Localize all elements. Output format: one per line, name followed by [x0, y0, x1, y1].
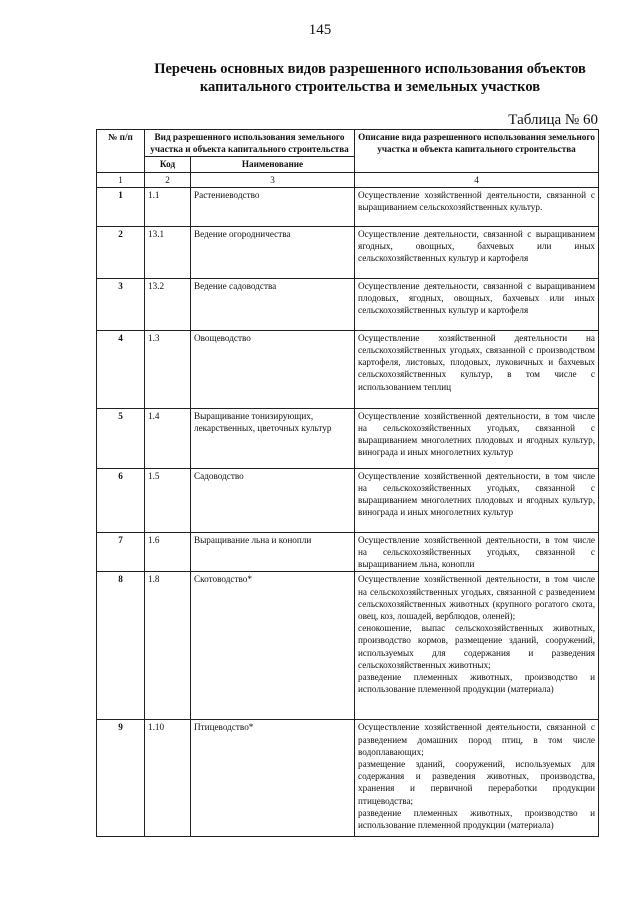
row-number: 6	[97, 468, 145, 532]
description-paragraph: Осуществление хозяйственной деятельности на сельскохозяйственных угодьях, связанной с производством картофеля, листовых, плодовых, луковичных и бахчевых сельскохозяйственных культур, в том числе с использованием теплиц	[358, 332, 596, 392]
table-row	[97, 278, 599, 330]
row-name: Выращивание льна и конопли	[191, 532, 355, 572]
row-description	[355, 572, 599, 720]
row-code: 1.3	[145, 330, 191, 408]
document-title	[130, 60, 610, 96]
row-code: 13.1	[145, 226, 191, 278]
row-code: 1.5	[145, 468, 191, 532]
row-code: 1.10	[145, 720, 191, 837]
header-code: Код	[145, 157, 191, 172]
header-name: Наименование	[191, 157, 355, 172]
col-number-2: 2	[145, 172, 191, 187]
row-code: 13.2	[145, 278, 191, 330]
col-number-3: 3	[191, 172, 355, 187]
row-description	[355, 330, 599, 408]
row-number: 3	[97, 278, 145, 330]
description-paragraph: сенокошение, выпас сельскохозяйственных животных, производство кормов, размещение зданий, сооружений, используемых для содержания и разведения сельскохозяйственных животных;	[358, 623, 596, 670]
row-name: Садоводство	[191, 468, 355, 532]
description-paragraph: Осуществление хозяйственной деятельности, в том числе на сельскохозяйственных угодьях, связанной с выращиванием многолетних плодовых и ягодных культур, винограда и иных многолетних культур	[358, 410, 596, 458]
row-code: 1.6	[145, 532, 191, 572]
table-row	[97, 532, 599, 572]
table-row	[97, 226, 599, 278]
row-description	[355, 468, 599, 532]
description-paragraph: Осуществление хозяйственной деятельности, связанной с выращиванием сельскохозяйственных культур.	[358, 189, 596, 213]
header-kind: Вид разрешенного использования земельного участка и объекта капитального строительства	[145, 130, 355, 157]
description-paragraph: Осуществление деятельности, связанной с выращиванием плодовых, ягодных, овощных, бахчевых или иных сельскохозяйственных культур и картофеля	[358, 280, 596, 316]
row-name: Растениеводство	[191, 187, 355, 226]
header-row	[97, 130, 599, 157]
col-number-4: 4	[355, 172, 599, 187]
row-name: Выращивание тонизирующих, лекарственных, цветочных культур	[191, 408, 355, 468]
header-num: № п/п	[97, 130, 145, 173]
table-row	[97, 408, 599, 468]
row-number: 2	[97, 226, 145, 278]
row-number: 4	[97, 330, 145, 408]
description-paragraph: Осуществление деятельности, связанной с выращиванием ягодных, овощных, бахчевых или иных сельскохозяйственных культур и картофеля	[358, 228, 596, 264]
row-description	[355, 532, 599, 572]
row-code: 1.8	[145, 572, 191, 720]
row-number: 1	[97, 187, 145, 226]
row-number: 5	[97, 408, 145, 468]
row-description	[355, 187, 599, 226]
row-number: 7	[97, 532, 145, 572]
row-name: Овощеводство	[191, 330, 355, 408]
row-name: Ведение огородничества	[191, 226, 355, 278]
row-number: 8	[97, 572, 145, 720]
row-code: 1.4	[145, 408, 191, 468]
column-number-row	[97, 172, 599, 187]
col-number-1: 1	[97, 172, 145, 187]
row-name: Скотоводство*	[191, 572, 355, 720]
title-line-2: капитального строительства и земельных участков	[199, 79, 541, 95]
table-row	[97, 187, 599, 226]
description-paragraph: Осуществление хозяйственной деятельности, связанной с разведением домашних пород птиц, в том числе водоплавающих;	[358, 722, 596, 757]
page-number: 145	[308, 22, 332, 38]
description-paragraph: разведение племенных животных, производство и использование племенной продукции (материала)	[358, 672, 596, 695]
row-name: Ведение садоводства	[191, 278, 355, 330]
description-paragraph: размещение зданий, сооружений, используемых для содержания и разведения животных, производства, хранения и первичной переработки продукции птицеводства;	[358, 759, 596, 806]
header-description: Описание вида разрешенного использования земельного участка и объекта капитального строительства	[355, 130, 599, 173]
description-paragraph: Осуществление хозяйственной деятельности, в том числе на сельскохозяйственных угодьях, связанной с выращиванием многолетних плодовых и ягодных культур, винограда и иных многолетних культур	[358, 470, 596, 518]
land-use-table	[96, 129, 599, 837]
description-paragraph: разведение племенных животных, производство и использование племенной продукции (материала)	[358, 807, 596, 831]
row-description	[355, 278, 599, 330]
row-description	[355, 226, 599, 278]
table-row	[97, 330, 599, 408]
description-paragraph: Осуществление хозяйственной деятельности, в том числе на сельскохозяйственных угодьях, связанной с выращиванием льна, конопли	[358, 534, 596, 570]
row-number: 9	[97, 720, 145, 837]
description-paragraph: Осуществление хозяйственной деятельности, в том числе на сельскохозяйственных угодьях, связанной с разведением сельскохозяйственных животных (крупного рогатого скота, овец, коз, лошадей, верблюдов, оленей);	[358, 574, 596, 622]
table-row	[97, 720, 599, 837]
row-name: Птицеводство*	[191, 720, 355, 837]
row-description	[355, 408, 599, 468]
title-line-1: Перечень основных видов разрешенного использования объектов	[154, 61, 586, 77]
row-description	[355, 720, 599, 837]
row-code: 1.1	[145, 187, 191, 226]
table-label: Таблица № 60	[508, 112, 598, 128]
table-row	[97, 468, 599, 532]
table-row	[97, 572, 599, 720]
